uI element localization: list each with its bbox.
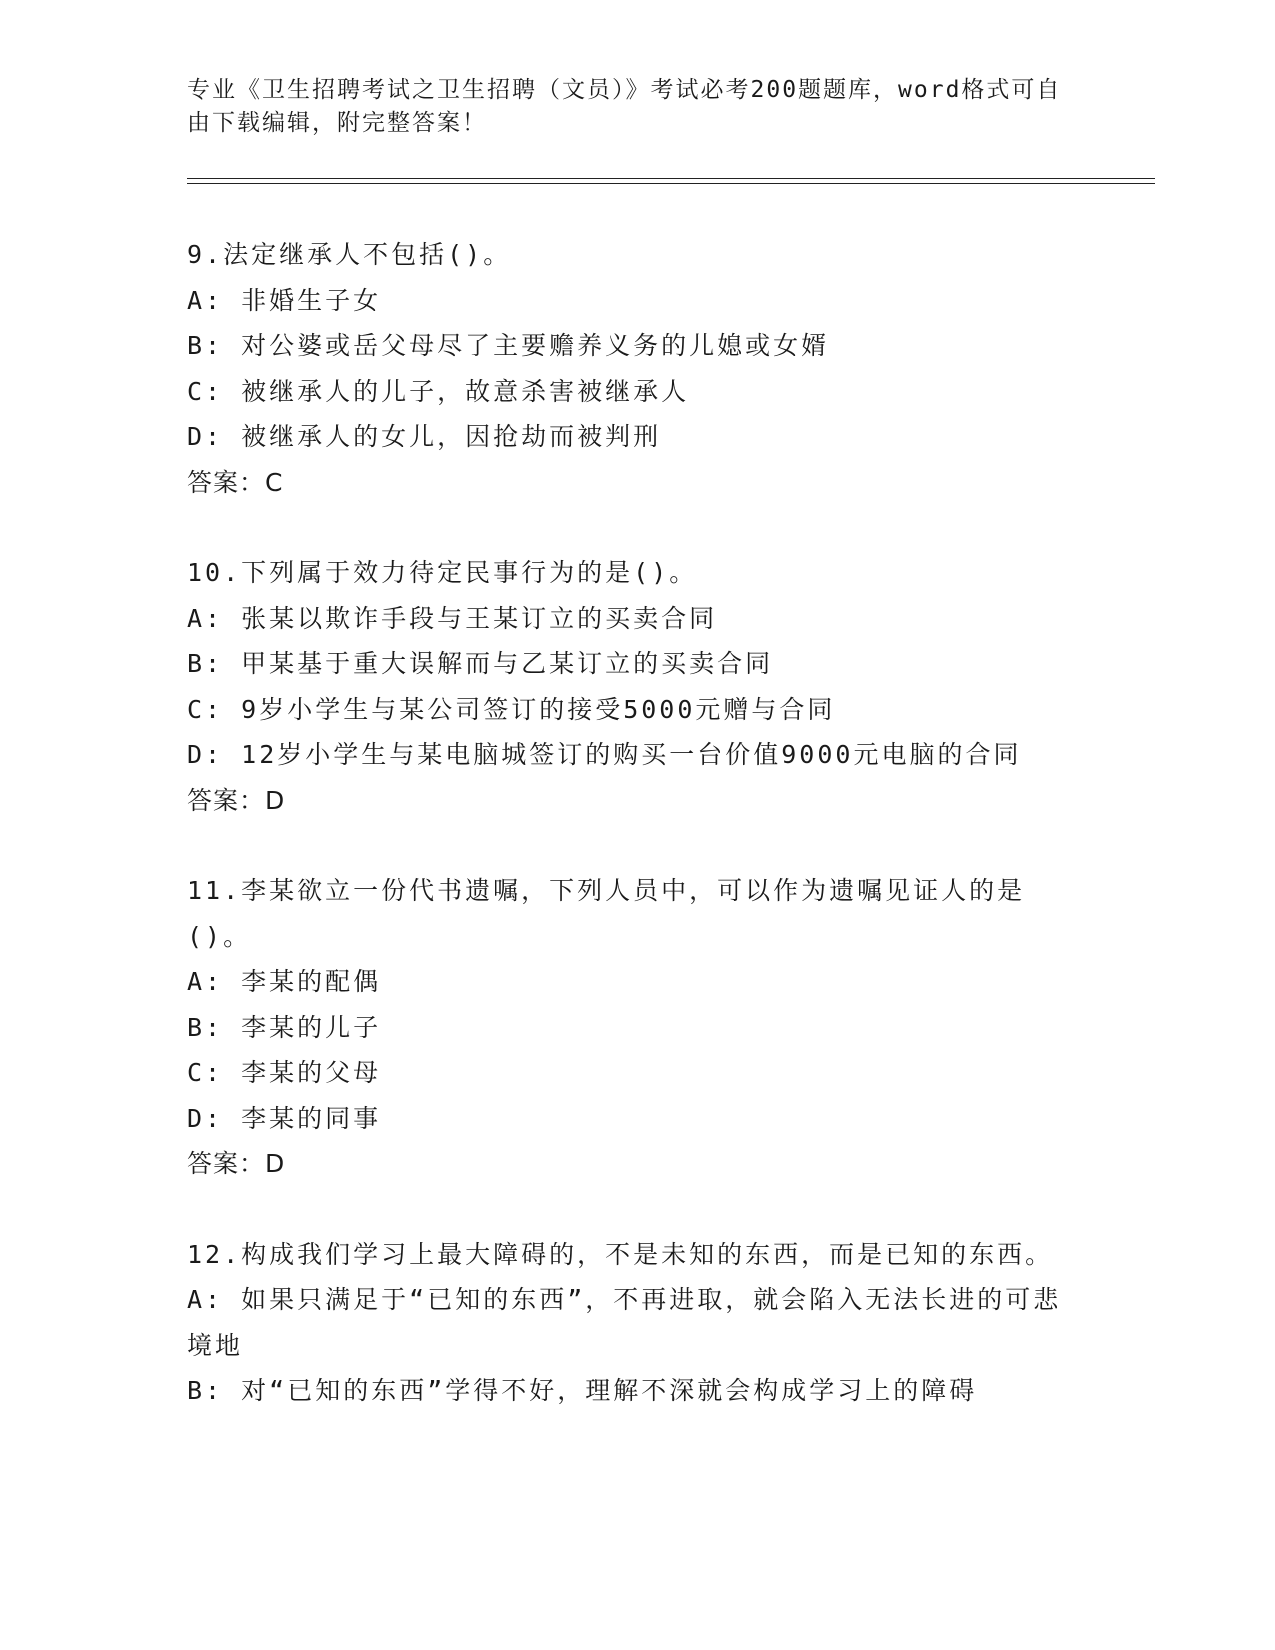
option-b: B: 对“已知的东西”学得不好，理解不深就会构成学习上的障碍 bbox=[187, 1376, 978, 1405]
question-item bbox=[187, 550, 1067, 823]
option-a: A: 非婚生子女 bbox=[187, 285, 382, 315]
option-c: C: 被继承人的儿子，故意杀害被继承人 bbox=[187, 376, 690, 406]
header-divider-bottom bbox=[187, 183, 1155, 184]
option-d: D: 李某的同事 bbox=[187, 1103, 382, 1133]
option-b: B: 李某的儿子 bbox=[187, 1012, 382, 1042]
question-item bbox=[187, 232, 1067, 505]
answer-line: 答案：D bbox=[187, 1149, 286, 1178]
question-list bbox=[187, 232, 1067, 1459]
option-a: A: 李某的配偶 bbox=[187, 967, 382, 996]
option-c: C: 9岁小学生与某公司签订的接受5000元赠与合同 bbox=[187, 694, 836, 724]
question-item bbox=[187, 868, 1067, 1187]
option-d: D: 12岁小学生与某电脑城签订的购买一台价值9000元电脑的合同 bbox=[187, 740, 1022, 769]
question-stem: 11.李某欲立一份代书遗嘱，下列人员中，可以作为遗嘱见证人的是()。 bbox=[187, 876, 1026, 951]
question-stem: 9.法定继承人不包括()。 bbox=[187, 240, 512, 269]
option-b: B: 甲某基于重大误解而与乙某订立的买卖合同 bbox=[187, 649, 774, 678]
option-a: A: 如果只满足于“已知的东西”，不再进取，就会陷入无法长进的可悲境地 bbox=[187, 1285, 1062, 1360]
option-a: A: 张某以欺诈手段与王某订立的买卖合同 bbox=[187, 603, 718, 633]
question-item bbox=[187, 1232, 1067, 1414]
question-stem: 12.构成我们学习上最大障碍的，不是未知的东西，而是已知的东西。 bbox=[187, 1239, 1054, 1269]
option-b: B: 对公婆或岳父母尽了主要赡养义务的儿媳或女婿 bbox=[187, 331, 830, 360]
answer-line: 答案：C bbox=[187, 467, 284, 497]
answer-line: 答案：D bbox=[187, 785, 286, 815]
option-c: C: 李某的父母 bbox=[187, 1058, 382, 1087]
header-divider-top bbox=[187, 178, 1155, 179]
question-stem: 10.下列属于效力待定民事行为的是()。 bbox=[187, 558, 698, 587]
option-d: D: 被继承人的女儿，因抢劫而被判刑 bbox=[187, 422, 662, 451]
document-intro: 专业《卫生招聘考试之卫生招聘（文员）》考试必考200题题库，word格式可自由下载编辑，附完整答案！ bbox=[187, 77, 1062, 136]
